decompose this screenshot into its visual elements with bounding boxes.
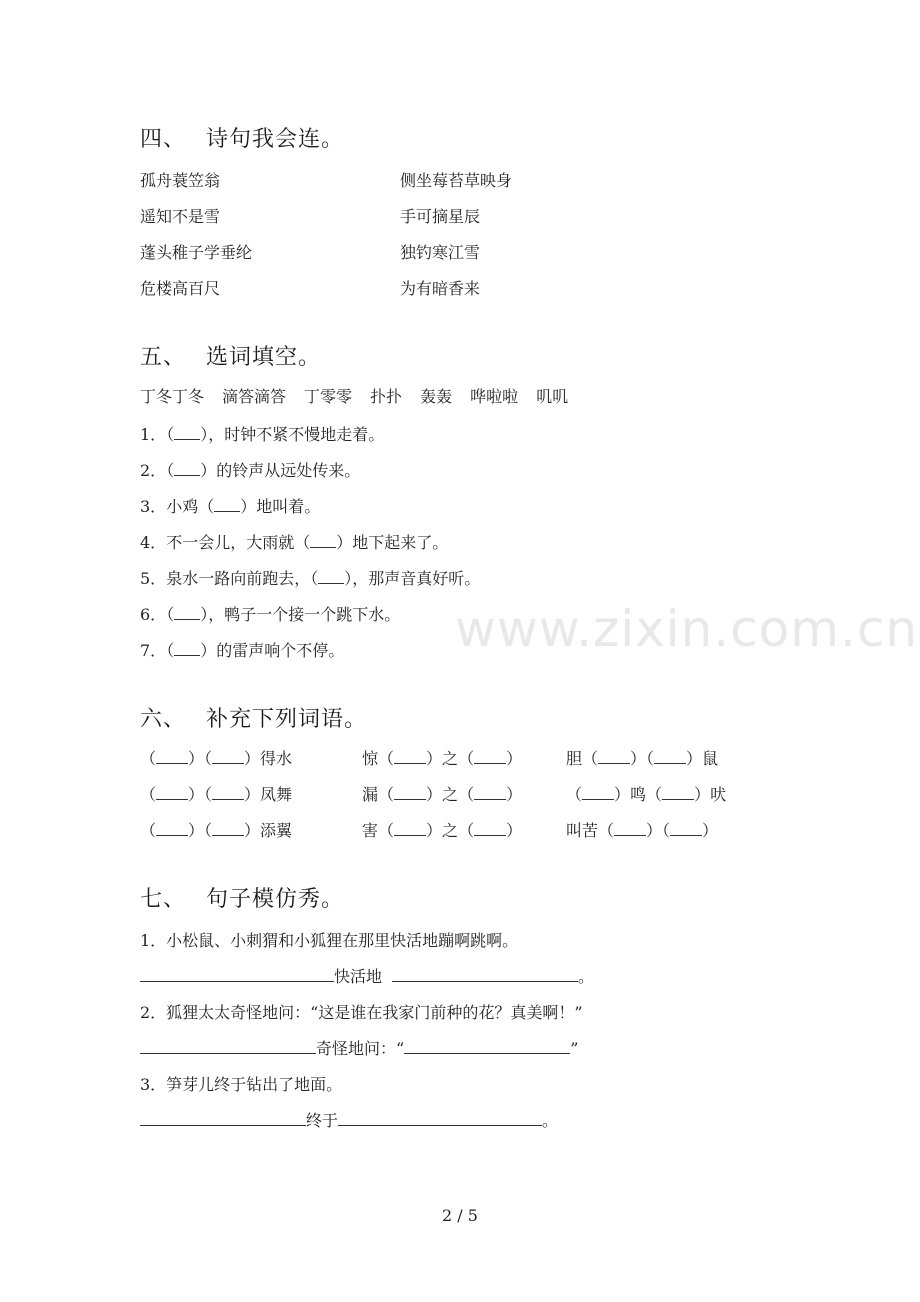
item-text-before: （	[166, 461, 175, 480]
item-number: 5．	[140, 569, 167, 588]
item-text-after: ），鸭子一个接一个跳下水。	[200, 605, 401, 624]
poem-right-2: 手可摘星辰	[400, 207, 481, 226]
item-number: 3．	[140, 497, 167, 516]
section-4-number: 四、	[140, 127, 187, 152]
fill-blank[interactable]	[614, 821, 646, 836]
imitation-sentence-1: 1．小松鼠、小刺猬和小狐狸在那里快活地蹦啊跳啊。	[140, 931, 519, 950]
item-text-after: ）地下起来了。	[336, 533, 449, 552]
fill-blank[interactable]	[310, 533, 336, 548]
idiom-text: 之	[442, 821, 459, 840]
fill-blank[interactable]	[474, 785, 506, 800]
fill-item-6	[140, 602, 400, 625]
fill-blank[interactable]	[654, 749, 686, 764]
section-4-heading: 诗句我会连。	[206, 127, 345, 152]
answer-blank[interactable]	[140, 967, 334, 982]
fill-blank[interactable]	[670, 821, 702, 836]
idiom-8: 害（ ）之（ ）	[362, 821, 523, 840]
word-bank-item: 轰轰	[420, 387, 453, 406]
imitation-answer-1	[140, 964, 594, 987]
fill-item-2	[140, 458, 360, 481]
idiom-9: 叫苦（ ）（ ）	[566, 821, 719, 840]
idiom-text: 之	[442, 785, 459, 804]
fill-item-4	[140, 530, 448, 553]
item-number: 6．	[140, 605, 167, 624]
idiom-7: （ ）（ ）添翼	[140, 821, 293, 840]
poem-left-3: 蓬头稚子学垂纶	[140, 243, 253, 262]
idiom-text: 害	[362, 821, 379, 840]
watermark: www.zixin.com.cn	[455, 600, 919, 658]
item-number: 1．	[140, 425, 167, 444]
section-6-heading: 补充下列词语。	[206, 707, 368, 732]
imitation-answer-2	[140, 1036, 578, 1059]
idiom-text: 鼠	[702, 749, 719, 768]
idiom-text: 凤舞	[260, 785, 293, 804]
idiom-text: 得水	[260, 749, 293, 768]
fill-blank[interactable]	[394, 749, 426, 764]
word-bank-item: 扑扑	[370, 387, 403, 406]
fill-blank[interactable]	[662, 785, 694, 800]
prompt-mid: 奇怪地问：“	[316, 1039, 405, 1058]
section-7-heading: 句子模仿秀。	[206, 887, 345, 912]
item-number: 4．	[140, 533, 167, 552]
poem-left-1: 孤舟蓑笠翁	[140, 171, 221, 190]
answer-blank[interactable]	[140, 1039, 316, 1054]
poem-right-3: 独钓寒江雪	[400, 243, 481, 262]
prompt-mid: 快活地	[334, 967, 383, 986]
item-text-after: ）的铃声从远处传来。	[200, 461, 361, 480]
fill-blank[interactable]	[318, 569, 344, 584]
prompt-end: 。	[542, 1111, 559, 1130]
fill-blank[interactable]	[174, 425, 200, 440]
idiom-text: 之	[442, 749, 459, 768]
idiom-5: 漏（ ）之（ ）	[362, 785, 523, 804]
imitation-sentence-3: 3．笋芽儿终于钻出了地面。	[140, 1075, 343, 1094]
idiom-text: 鸣	[630, 785, 647, 804]
idiom-text: 吠	[710, 785, 727, 804]
item-text-after: ），时钟不紧不慢地走着。	[200, 425, 385, 444]
poem-left-4: 危楼高百尺	[140, 279, 221, 298]
imitation-sentence-2: 2．狐狸太太奇怪地问：“这是谁在我家门前种的花？真美啊！”	[140, 1003, 583, 1022]
section-4-title	[140, 122, 344, 153]
item-text-before: 小鸡（	[166, 497, 215, 516]
idiom-2: 惊（ ）之（ ）	[362, 749, 523, 768]
item-text-after: ）地叫着。	[240, 497, 321, 516]
fill-blank[interactable]	[394, 785, 426, 800]
section-5-number: 五、	[140, 345, 187, 370]
fill-blank[interactable]	[582, 785, 614, 800]
fill-item-7	[140, 638, 344, 661]
section-5-title	[140, 340, 321, 371]
item-number: 7．	[140, 641, 167, 660]
idiom-1: （ ）（ ）得水	[140, 749, 293, 768]
item-text-before: （	[166, 641, 175, 660]
item-text-before: （	[166, 425, 175, 444]
fill-blank[interactable]	[598, 749, 630, 764]
word-bank-item: 哗啦啦	[470, 387, 519, 406]
fill-blank[interactable]	[174, 605, 200, 620]
fill-item-3	[140, 494, 320, 517]
word-bank-item: 滴答滴答	[222, 387, 287, 406]
item-number: 2．	[140, 461, 167, 480]
word-bank	[140, 384, 568, 407]
fill-blank[interactable]	[474, 749, 506, 764]
fill-blank[interactable]	[174, 641, 200, 656]
fill-item-5	[140, 566, 480, 589]
section-7-title	[140, 882, 344, 913]
fill-blank[interactable]	[156, 785, 188, 800]
fill-blank[interactable]	[394, 821, 426, 836]
fill-blank[interactable]	[156, 749, 188, 764]
item-text-after: ），那声音真好听。	[344, 569, 481, 588]
answer-blank[interactable]	[140, 1111, 306, 1126]
answer-blank[interactable]	[392, 967, 578, 982]
fill-item-1	[140, 422, 384, 445]
idiom-6: （ ）鸣（ ）吠	[566, 785, 727, 804]
page-number: 2 / 5	[442, 1206, 478, 1225]
fill-blank[interactable]	[214, 497, 240, 512]
prompt-end: 。	[578, 967, 595, 986]
idiom-text: 叫苦	[566, 821, 599, 840]
idiom-text: 胆	[566, 749, 583, 768]
fill-blank[interactable]	[212, 749, 244, 764]
word-bank-item: 丁零零	[304, 387, 353, 406]
fill-blank[interactable]	[474, 821, 506, 836]
section-5-heading: 选词填空。	[206, 345, 322, 370]
fill-blank[interactable]	[156, 821, 188, 836]
item-text-before: （	[166, 605, 175, 624]
word-bank-item: 叽叽	[536, 387, 569, 406]
section-7-number: 七、	[140, 887, 187, 912]
idiom-text: 添翼	[260, 821, 293, 840]
fill-blank[interactable]	[212, 821, 244, 836]
prompt-end: ”	[570, 1039, 579, 1058]
poem-right-4: 为有暗香来	[400, 279, 481, 298]
idiom-text: 惊	[362, 749, 379, 768]
idiom-4: （ ）（ ）凤舞	[140, 785, 293, 804]
item-text-after: ）的雷声响个不停。	[200, 641, 345, 660]
fill-blank[interactable]	[212, 785, 244, 800]
word-bank-item: 丁冬丁冬	[140, 387, 205, 406]
idiom-text: 漏	[362, 785, 379, 804]
imitation-answer-3	[140, 1108, 558, 1131]
prompt-mid: 终于	[306, 1111, 339, 1130]
section-6-number: 六、	[140, 707, 187, 732]
answer-blank[interactable]	[338, 1111, 542, 1126]
answer-blank[interactable]	[404, 1039, 570, 1054]
poem-left-2: 遥知不是雪	[140, 207, 221, 226]
item-text-before: 不一会儿，大雨就（	[166, 533, 311, 552]
item-text-before: 泉水一路向前跑去，（	[166, 569, 319, 588]
section-6-title	[140, 702, 367, 733]
poem-right-1: 侧坐莓苔草映身	[400, 171, 513, 190]
idiom-3: 胆（ ）（ ）鼠	[566, 749, 719, 768]
fill-blank[interactable]	[174, 461, 200, 476]
